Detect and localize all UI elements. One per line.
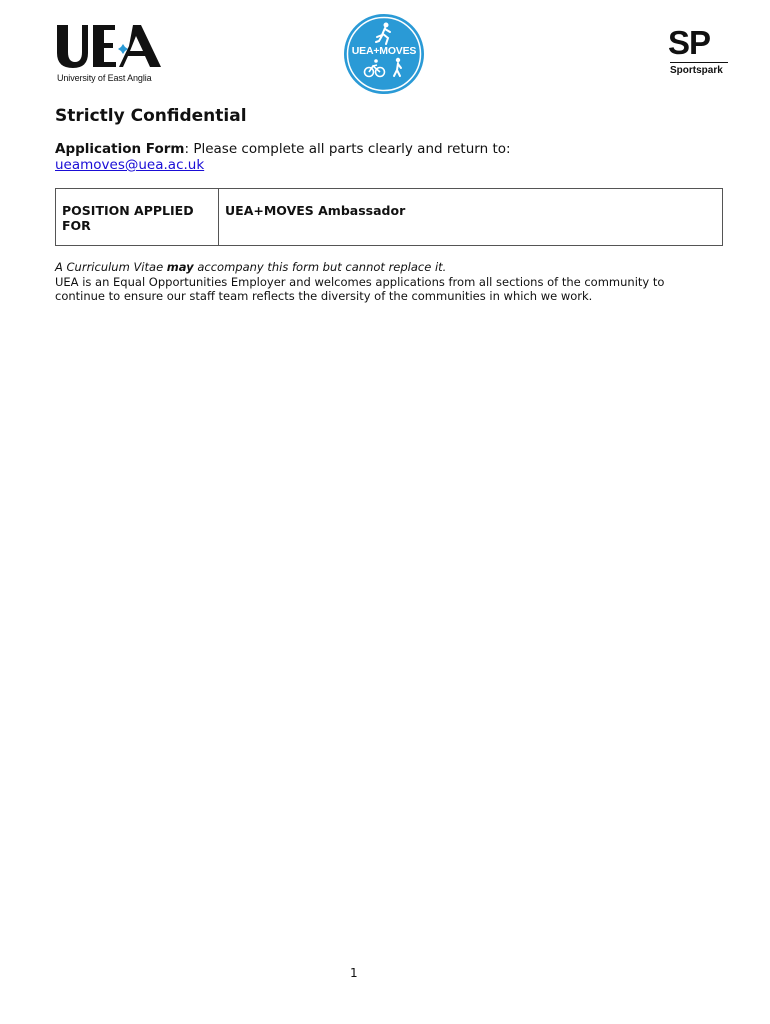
page-number: 1	[350, 966, 358, 980]
sportspark-logo	[668, 26, 730, 82]
cv-note-bold: may	[166, 260, 194, 274]
intro-text: : Please complete all parts clearly and return to:	[184, 141, 511, 157]
cv-note-line	[55, 260, 446, 274]
uea-logo	[55, 22, 170, 86]
position-value-cell[interactable]: UEA+MOVES Ambassador	[219, 189, 723, 246]
uea-moves-logo-text: UEA+MOVES	[351, 45, 417, 57]
position-table	[55, 188, 723, 246]
sportspark-mark: SP	[668, 24, 711, 61]
uea-logo-mark	[55, 22, 163, 70]
sportspark-name: Sportspark	[670, 65, 723, 76]
intro-label: Application Form	[55, 141, 185, 157]
table-row	[56, 189, 723, 246]
position-label-cell: POSITION APPLIED FOR	[56, 189, 219, 246]
cv-note-pre: A Curriculum Vitae	[55, 260, 167, 274]
intro-paragraph	[55, 141, 511, 173]
email-link[interactable]: ueamoves@uea.ac.uk	[55, 157, 205, 173]
equal-opportunities-text: UEA is an Equal Opportunities Employer and welcomes applications from all sections of the community to continue to ensure our staff team reflects the diversity of the communities in which we work.	[55, 274, 665, 303]
page-title: Strictly Confidential	[55, 106, 247, 126]
sportspark-rule	[670, 62, 728, 63]
uea-caption: University of East Anglia	[57, 73, 152, 83]
cv-note	[55, 260, 695, 304]
cv-note-post: accompany this form but cannot replace it.	[193, 260, 447, 274]
uea-moves-logo	[343, 13, 425, 95]
